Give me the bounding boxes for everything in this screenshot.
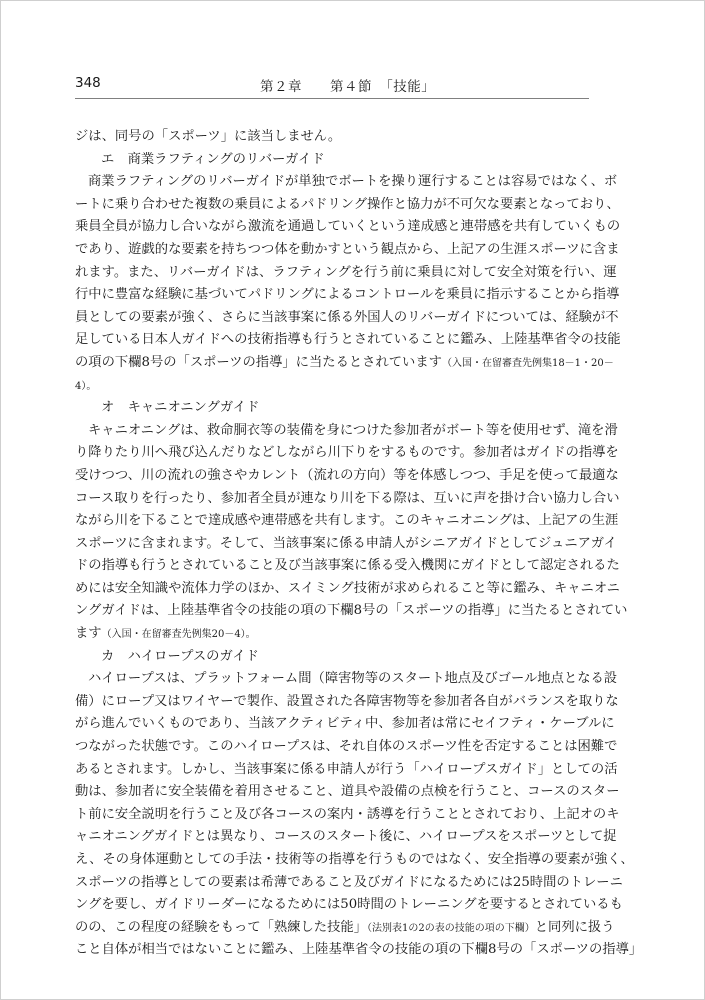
text-line [75,375,589,398]
text-line [75,826,617,849]
line-text: スポーツに含まれます。そして、当該事案に係る申請人がシニアガイドとしてジュニアガイ [75,535,617,551]
header-rule [75,98,589,99]
line-text: こと自体が相当ではないことに鑑み、上陸基準省令の技能の項の下欄8号の「スポーツの指導」 [75,942,643,958]
text-line [75,307,619,330]
line-text: つながった状態です。このハイロープスは、それ自体のスポーツ性を否定することは困難で [75,739,618,755]
line-text: ャニオニングガイドとは異なり、コースのスタート後に、ハイロープスをスポーツとして捉 [75,829,617,845]
text-line [75,194,620,217]
section-heading [75,646,589,669]
text-line [75,759,618,782]
line-text: カ ハイロープスのガイド [101,648,259,664]
text-line [75,510,619,533]
text-line [75,691,619,714]
text-line [75,668,618,691]
text-line [75,804,620,827]
line-text: であり、遊戯的な要素を持ちつつ体を動かすという観点から、上記アの生涯スポーツに含ま [75,241,620,257]
text-line [75,216,621,239]
line-text: 動は、参加者に安全装備を着用させること、道具や設備の点検を行うこと、コースのスター [75,784,620,800]
line-text: 備）にロープ又はワイヤーで製作、設置された各障害物等を参加者各自がバランスを取りな [75,693,619,709]
text-line [75,488,620,511]
line-text: ます [75,626,102,642]
line-text: コース取りを行ったり、参加者全員が連なり川を下る際は、互いに声を掛け合い協力し合い [75,490,620,506]
text-line [75,894,623,917]
text-line [75,872,623,895]
line-text: ドの指導も行うとされていること及び当該事案に係る受入機関にガイドとして認定されるた [75,558,620,574]
line-text-tail: と同列に扱う [534,919,615,935]
text-line [75,284,620,307]
line-text: 商業ラフティングのリバーガイドが単独でボートを操り運行することは容易ではなく、ボ [88,174,618,190]
text-line [75,329,621,352]
line-text: がら進んでいくものであり、当該アクティビティ中、参加者は常にセイフティ・ケーブルに [75,716,615,732]
line-text: あるとされます。しかし、当該事案に係る申請人が行う「ハイロープスガイド」としての活 [75,761,618,777]
line-text: ジは、同号の「スポーツ」に該当しません。 [75,129,342,144]
line-text: ト前に安全説明を行うこと及び各コースの案内・誘導を行うこととされており、上記オのキ [75,806,620,822]
line-text: ートに乗り合わせた複数の乗員によるパドリング操作と協力が不可欠な要素となっており、 [75,196,620,212]
line-text: 行中に豊富な経験に基づいてパドリングによるコントロールを乗員に指示することから指導 [75,287,620,303]
line-text: めには安全知識や流体力学のほか、スイミング技術が求められること等に鑑み、キャニオニ [75,580,620,596]
text-line [75,420,618,443]
text-line [75,781,620,804]
line-text: キャニオニングは、救命胴衣等の装備を身につけた参加者がボート等を使用せず、滝を滑 [88,422,618,438]
running-header [75,75,589,97]
line-text: り降りたり川へ飛び込んだりなどしながら川下りをするものです。参加者はガイドの指導を [75,445,619,461]
citation-note: （法別表1の2の表の技能の項の下欄） [367,922,535,934]
line-text: の項の下欄8号の「スポーツの指導」に当たるとされています [75,354,442,370]
text-line [75,262,617,285]
body-text [75,126,643,962]
text-line [75,533,617,556]
text-line [75,939,643,962]
citation-note: （入国・在留審査先例集20－4）。 [101,629,256,641]
text-line [75,849,634,872]
text-line [75,736,618,759]
line-text: 乗員全員が協力し合いながら激流を通過していくという達成感と連帯感を共有していくもの [75,219,621,235]
line-text: スポーツの指導としての要素は希薄であること及びガイドになるためには25時間のトレーニ [75,874,623,890]
line-text: え、その身体運動としての手法・技術等の指導を行うものではなく、安全指導の要素が強く、 [75,852,634,867]
text-line [75,352,614,375]
text-line [75,917,615,940]
text-line [75,623,589,646]
line-text: 員としての要素が強く、さらに当該事案に係る外国人のリバーガイドについては、経験が不 [75,309,619,325]
text-line [75,600,628,623]
line-text: 受けつつ、川の流れの強さやカレント（流れの方向）等を体感しつつ、手足を使って最適な [75,467,619,483]
text-line [75,239,620,262]
line-text: ングを要し、ガイドリーダーになるためには50時間のトレーニングを要するとされているも [75,897,623,913]
line-text: 足している日本人ガイドへの技術指導も行うとされていることに鑑み、上陸基準省令の技能 [75,332,621,348]
text-line [75,126,589,149]
text-line [75,171,618,194]
text-line [75,578,620,601]
line-text: ングガイドは、上陸基準省令の技能の項の下欄8号の「スポーツの指導」に当たるとされてい [75,603,628,619]
chapter-section-title: 第２章 第４節 「技能」 [260,79,436,95]
text-line [75,442,619,465]
page-number: 348 [75,75,101,91]
citation-note: （入国・在留審査先例集18－1・20－ [441,357,614,369]
citation-note: 4）。 [75,380,97,392]
text-line [75,465,619,488]
section-heading [75,149,589,172]
line-text: れます。また、リバーガイドは、ラフティングを行う前に乗員に対して安全対策を行い、運 [75,264,617,280]
line-text: ながら川を下ることで達成感や連帯感を共有します。このキャニオニングは、上記アの生涯 [75,513,619,529]
line-text: ハイロープスは、プラットフォーム間（障害物等のスタート地点及びゴール地点となる設 [88,671,618,687]
text-line [75,555,620,578]
line-text: オ キャニオニングガイド [101,400,260,416]
line-text: エ 商業ラフティングのリバーガイド [101,151,325,167]
line-text: のの、この程度の経験をもって「熟練した技能」 [75,919,367,935]
text-line [75,713,615,736]
section-heading [75,397,589,420]
